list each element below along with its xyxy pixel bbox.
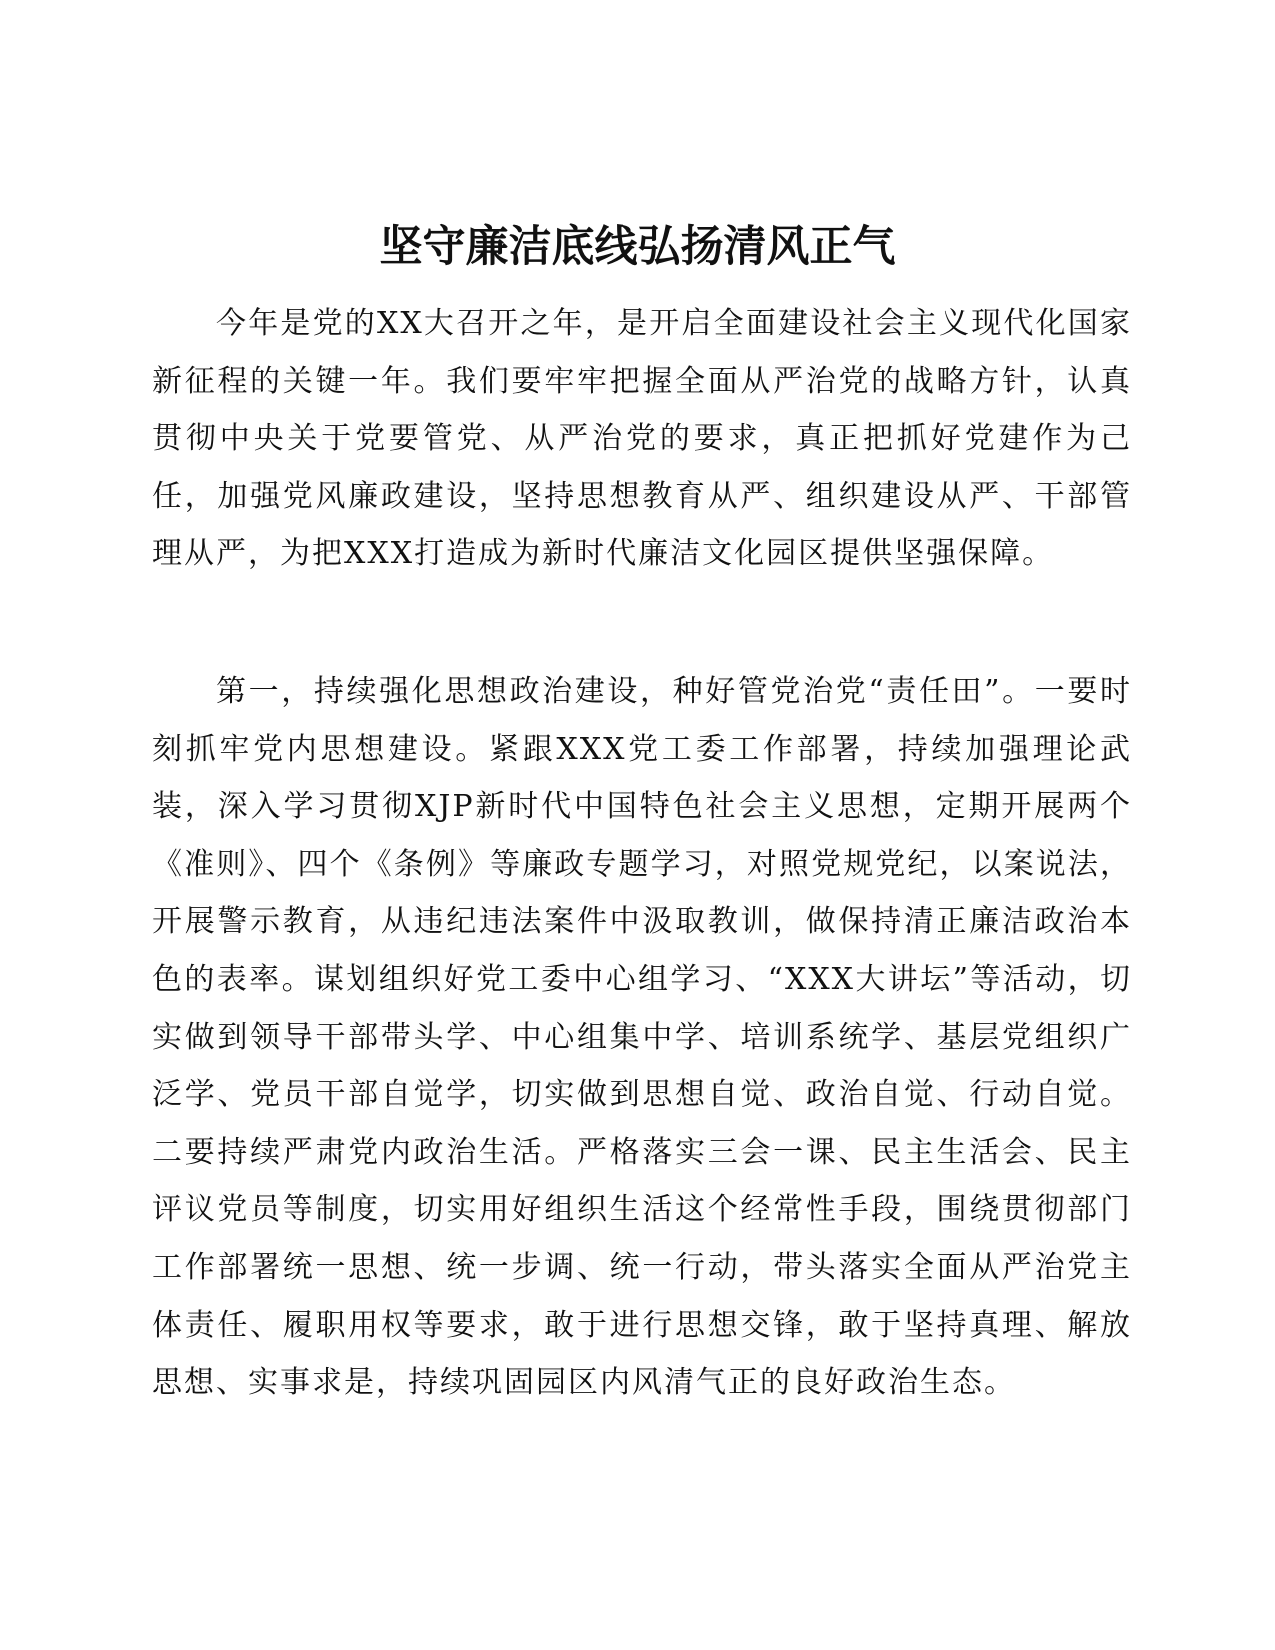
document-title: 坚守廉洁底线弘扬清风正气 bbox=[379, 221, 896, 272]
paragraph-intro: 今年是党的XX大召开之年，是开启全面建设社会主义现代化国家新征程的关键一年。我们要牢牢把握全面从严治党的战略方针，认真贯彻中央关于党要管党、从严治党的要求，真正把抓好党建作为己任，加强党风廉政建设，坚持思想教育从严、组织建设从严、干部管理从严，为把XXX打造成为新时代廉洁文化园区提供坚强保障。 bbox=[152, 306, 1132, 572]
paragraph-first-point: 第一，持续强化思想政治建设，种好管党治党“责任田”。一要时刻抓牢党内思想建设。紧跟XXX党工委工作部署，持续加强理论武装，深入学习贯彻XJP新时代中国特色社会主义思想，定期开展两个《准则》、四个《条例》等廉政专题学习，对照党规党纪，以案说法，开展警示教育，从违纪违法案件中汲取教训，做保持清正廉洁政治本色的表率。谋划组织好党工委中心组学习、“XXX大讲坛”等活动，切实做到领导干部带头学、中心组集中学、培训系统学、基层党组织广泛学、党员干部自觉学，切实做到思想自觉、政治自觉、行动自觉。二要持续严肃党内政治生活。严格落实三会一课、民主生活会、民主评议党员等制度，切实用好组织生活这个经常性手段，围绕贯彻部门工作部署统一思想、统一步调、统一行动，带头落实全面从严治党主体责任、履职用权等要求，敢于进行思想交锋，敢于坚持真理、解放思想、实事求是，持续巩固园区内风清气正的良好政治生态。 bbox=[152, 674, 1132, 1401]
